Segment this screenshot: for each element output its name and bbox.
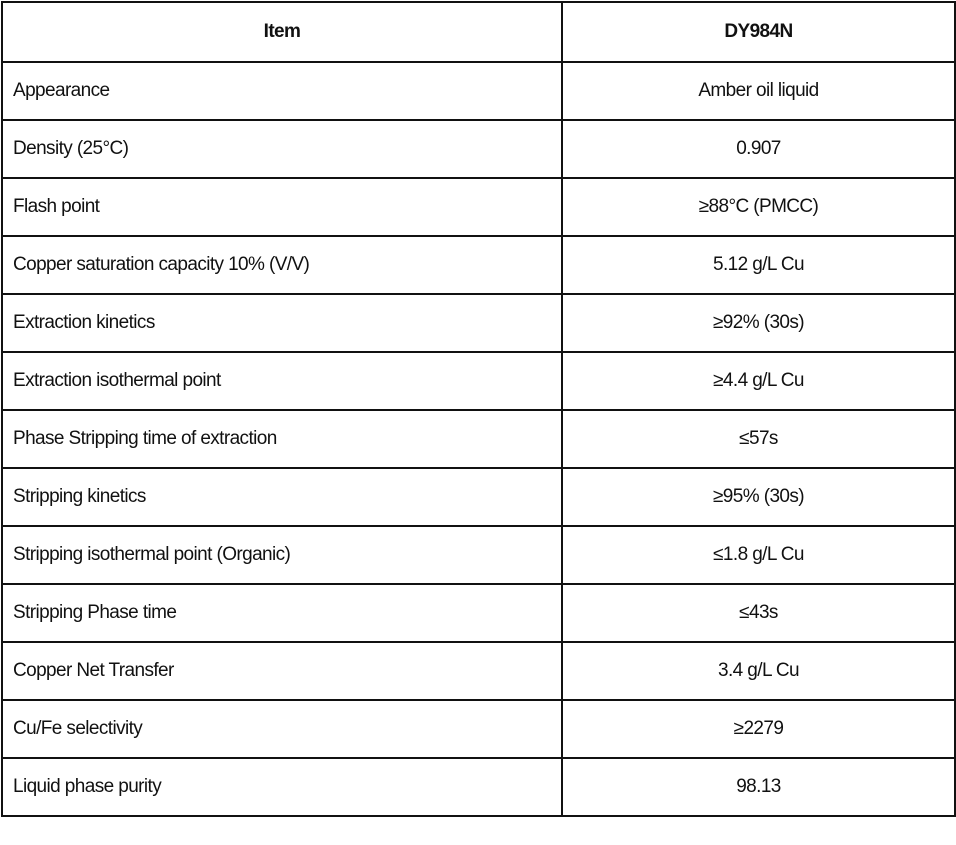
value-cell: 98.13 bbox=[562, 758, 955, 816]
item-cell: Copper Net Transfer bbox=[2, 642, 562, 700]
table-row bbox=[2, 642, 955, 700]
value-cell: ≥2279 bbox=[562, 700, 955, 758]
value-cell: 3.4 g/L Cu bbox=[562, 642, 955, 700]
table-row bbox=[2, 62, 955, 120]
item-cell: Copper saturation capacity 10% (V/V) bbox=[2, 236, 562, 294]
value-cell: ≥95% (30s) bbox=[562, 468, 955, 526]
table-row bbox=[2, 758, 955, 816]
value-cell: ≥88°C (PMCC) bbox=[562, 178, 955, 236]
item-cell: Phase Stripping time of extraction bbox=[2, 410, 562, 468]
value-cell: ≤1.8 g/L Cu bbox=[562, 526, 955, 584]
value-cell: ≥4.4 g/L Cu bbox=[562, 352, 955, 410]
item-cell: Extraction isothermal point bbox=[2, 352, 562, 410]
item-cell: Appearance bbox=[2, 62, 562, 120]
table-row bbox=[2, 584, 955, 642]
table-row bbox=[2, 178, 955, 236]
value-cell: ≤43s bbox=[562, 584, 955, 642]
table-row bbox=[2, 410, 955, 468]
header-row bbox=[2, 2, 955, 62]
value-cell: Amber oil liquid bbox=[562, 62, 955, 120]
value-cell: 0.907 bbox=[562, 120, 955, 178]
item-cell: Stripping isothermal point (Organic) bbox=[2, 526, 562, 584]
table-row bbox=[2, 468, 955, 526]
table-row bbox=[2, 236, 955, 294]
item-cell: Cu/Fe selectivity bbox=[2, 700, 562, 758]
item-cell: Liquid phase purity bbox=[2, 758, 562, 816]
value-cell: ≤57s bbox=[562, 410, 955, 468]
item-cell: Stripping kinetics bbox=[2, 468, 562, 526]
value-cell: 5.12 g/L Cu bbox=[562, 236, 955, 294]
table-row bbox=[2, 294, 955, 352]
header-item: Item bbox=[2, 2, 562, 62]
item-cell: Flash point bbox=[2, 178, 562, 236]
table-row bbox=[2, 526, 955, 584]
item-cell: Extraction kinetics bbox=[2, 294, 562, 352]
value-cell: ≥92% (30s) bbox=[562, 294, 955, 352]
item-cell: Stripping Phase time bbox=[2, 584, 562, 642]
table-row bbox=[2, 352, 955, 410]
table-row bbox=[2, 700, 955, 758]
table-row bbox=[2, 120, 955, 178]
header-product: DY984N bbox=[562, 2, 955, 62]
specification-table bbox=[1, 1, 956, 817]
item-cell: Density (25°C) bbox=[2, 120, 562, 178]
